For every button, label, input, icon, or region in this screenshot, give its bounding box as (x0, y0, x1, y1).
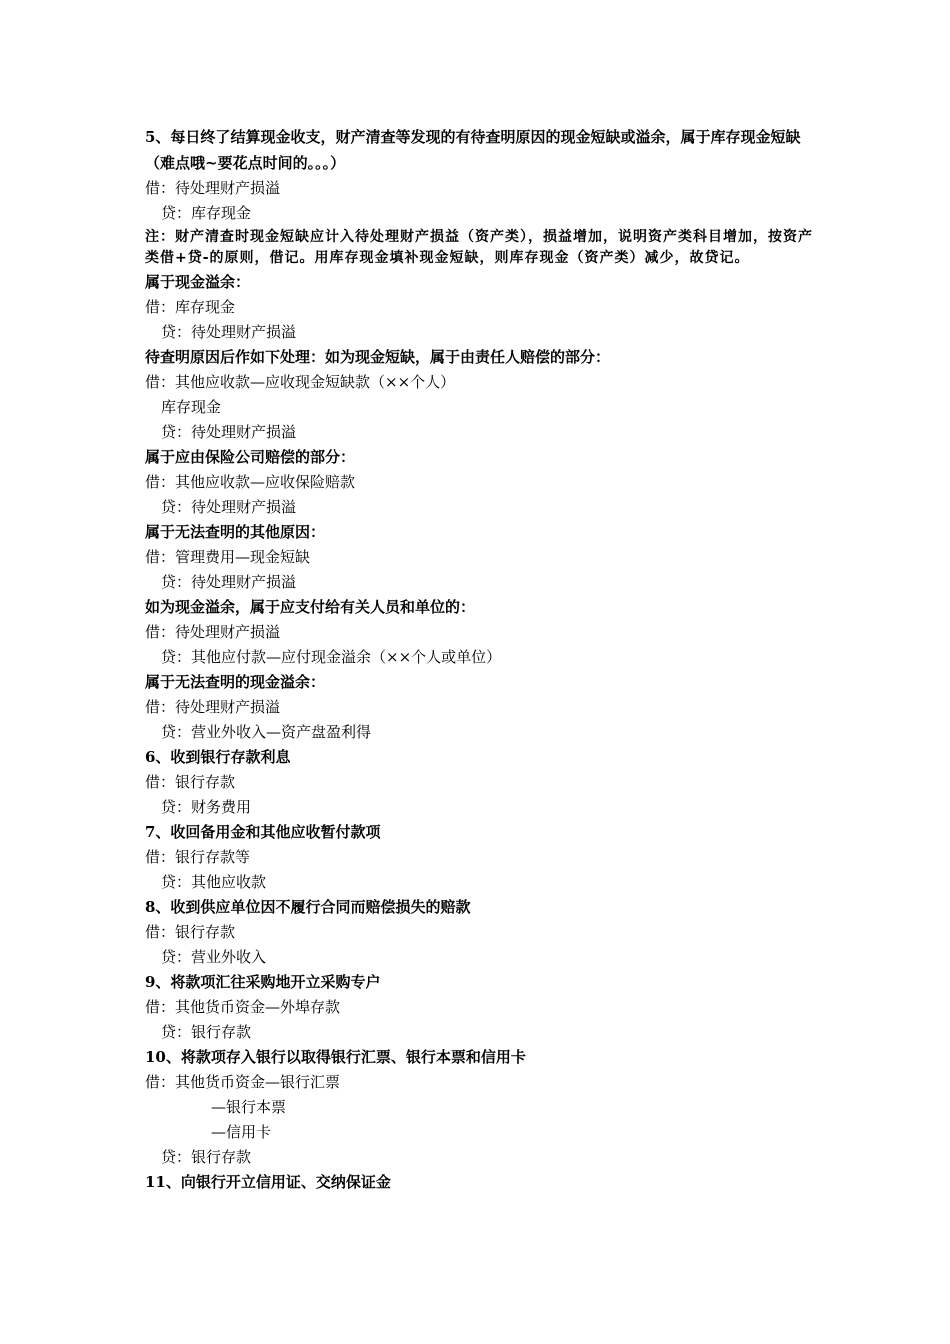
section-heading: 如为现金溢余，属于应支付给有关人员和单位的： (145, 598, 476, 616)
section-heading: 9、将款项汇往采购地开立采购专户 (145, 973, 381, 991)
credit-entry: 贷：财务费用 (161, 798, 252, 816)
debit-entry: 借：其他货币资金—银行汇票 (145, 1073, 341, 1091)
section-heading: 待查明原因后作如下处理：如为现金短缺，属于由责任人赔偿的部分： (145, 348, 611, 366)
debit-entry: 借：银行存款等 (145, 848, 251, 866)
section-heading: 5、每日终了结算现金收支，财产清查等发现的有待查明原因的现金短缺或溢余，属于库存现金短缺 （难点哦~要花点时间的。。。） (145, 128, 801, 172)
credit-entry: 贷：营业外收入—资产盘盈利得 (161, 723, 372, 741)
debit-entry: 借：其他货币资金—外埠存款 (145, 998, 341, 1016)
debit-entry: 借：待处理财产损溢 (145, 698, 281, 716)
credit-entry: 贷：银行存款 (161, 1148, 252, 1166)
entry-continuation: 库存现金 (161, 398, 222, 416)
debit-entry: 借：其他应收款—应收保险赔款 (145, 473, 356, 491)
note-paragraph: 注：财产清查时现金短缺应计入待处理财产损益（资产类），损益增加，说明资产类科目增加，按资产类借+贷-的原则，借记。用库存现金填补现金短缺，则库存现金（资产类）减少，故贷记。 (145, 229, 813, 266)
debit-entry: 借：待处理财产损溢 (145, 623, 281, 641)
section-heading: 属于应由保险公司赔偿的部分： (145, 448, 356, 466)
debit-entry: 借：待处理财产损溢 (145, 179, 281, 197)
debit-entry: 借：其他应收款—应收现金短缺款（××个人） (145, 373, 456, 391)
credit-entry: 贷：库存现金 (161, 204, 252, 222)
credit-entry: 贷：待处理财产损溢 (161, 498, 297, 516)
section-heading: 11、向银行开立信用证、交纳保证金 (145, 1173, 391, 1191)
section-heading: 8、收到供应单位因不履行合同而赔偿损失的赔款 (145, 898, 471, 916)
document-page (145, 124, 815, 1195)
entry-continuation: —信用卡 (211, 1123, 272, 1141)
debit-entry: 借：管理费用—现金短缺 (145, 548, 311, 566)
entry-continuation: —银行本票 (211, 1098, 287, 1116)
section-heading: 6、收到银行存款利息 (145, 748, 291, 766)
credit-entry: 贷：待处理财产损溢 (161, 323, 297, 341)
credit-entry: 贷：其他应收款 (161, 873, 267, 891)
debit-entry: 借：库存现金 (145, 298, 236, 316)
section-heading: 属于无法查明的其他原因： (145, 523, 326, 541)
debit-entry: 借：银行存款 (145, 923, 236, 941)
credit-entry: 贷：待处理财产损溢 (161, 423, 297, 441)
section-heading: 属于无法查明的现金溢余： (145, 673, 326, 691)
section-heading: 10、将款项存入银行以取得银行汇票、银行本票和信用卡 (145, 1048, 526, 1066)
credit-entry: 贷：其他应付款—应付现金溢余（××个人或单位） (161, 648, 502, 666)
credit-entry: 贷：银行存款 (161, 1023, 252, 1041)
credit-entry: 贷：待处理财产损溢 (161, 573, 297, 591)
section-heading: 属于现金溢余： (145, 273, 251, 291)
credit-entry: 贷：营业外收入 (161, 948, 267, 966)
debit-entry: 借：银行存款 (145, 773, 236, 791)
section-heading: 7、收回备用金和其他应收暂付款项 (145, 823, 381, 841)
